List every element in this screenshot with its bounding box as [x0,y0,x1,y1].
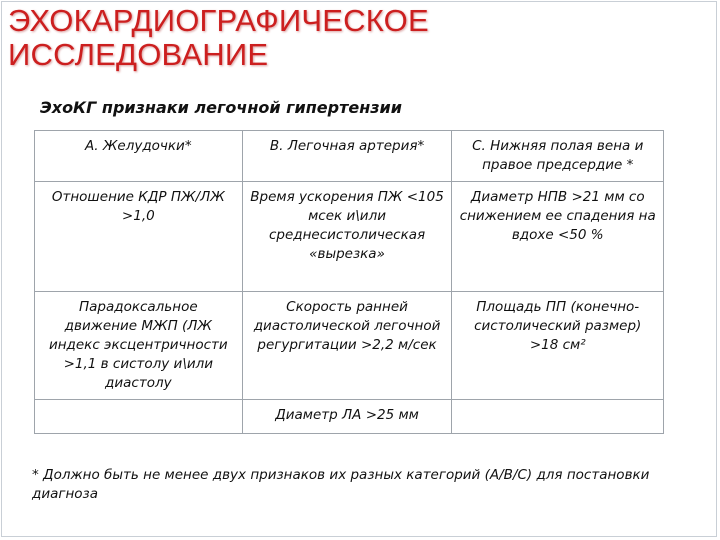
table-cell [452,400,664,434]
header-pulmonary-artery: В. Легочная артерия* [242,131,452,182]
table-cell: Площадь ПП (конечно-систолический размер) >18 см² [452,292,664,400]
table-header-row [35,131,664,182]
table-row [35,292,664,400]
table-cell: Диаметр ЛА >25 мм [242,400,452,434]
title-line-2: ИССЛЕДОВАНИЕ [8,37,269,72]
title-line-1: ЭХОКАРДИОГРАФИЧЕСКОЕ [8,3,429,38]
table-cell [35,400,243,434]
table-cell: Диаметр НПВ >21 мм со снижением ее спадения на вдохе <50 % [452,182,664,292]
table-cell: Отношение КДР ПЖ/ЛЖ >1,0 [35,182,243,292]
header-ivc-right-atrium: С. Нижняя полая вена и правое предсердие * [452,131,664,182]
table-cell: Скорость ранней диастолической легочной регургитации >2,2 м/сек [242,292,452,400]
slide-title [8,4,429,72]
table-row [35,400,664,434]
table-cell: Время ускорения ПЖ <105 мсек и\или среднесистолическая «вырезка» [242,182,452,292]
table-caption: ЭхоКГ признаки легочной гипертензии [40,98,402,117]
table-cell: Парадоксальное движение МЖП (ЛЖ индекс эксцентричности >1,1 в систолу и\или диастолу [35,292,243,400]
table-row [35,182,664,292]
header-ventricles: А. Желудочки* [35,131,243,182]
criteria-table [34,130,664,434]
footnote: * Должно быть не менее двух признаков их разных категорий (А/В/С) для постановки диагноза [32,467,650,502]
